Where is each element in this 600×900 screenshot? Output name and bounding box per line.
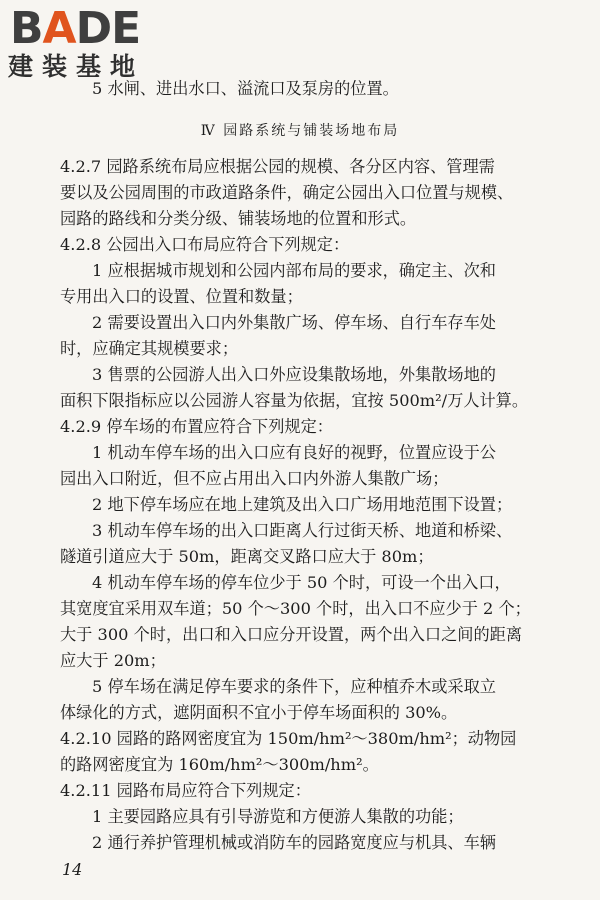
text-line: 5 水闸、进出水口、溢流口及泵房的位置。 (92, 79, 399, 98)
list-item: 2 地下停车场应在地上建筑及出入口广场用地范围下设置； (92, 495, 513, 514)
list-item: 1 应根据城市规划和公园内部布局的要求，确定主、次和 (92, 261, 496, 280)
list-item: 2 通行养护管理机械或消防车的园路宽度应与机具、车辆 (92, 833, 496, 852)
logo-latin-text: BADE (10, 3, 141, 54)
text-line: 的路网密度宜为 160m/hm²～300m/hm²。 (60, 755, 379, 774)
text-line: 体绿化的方式，遮阴面积不宜小于停车场面积的 30%。 (60, 703, 458, 722)
page-number: 14 (62, 860, 83, 879)
text-line: 面积下限指标应以公园游人容量为依据，宜按 500m²/万人计算。 (60, 391, 529, 410)
clause-4-2-8-line: 4.2.8 公园出入口布局应符合下列规定： (60, 235, 350, 254)
list-item: 3 机动车停车场的出入口距离人行过街天桥、地道和桥梁、 (92, 521, 513, 540)
list-item: 2 需要设置出入口内外集散广场、停车场、自行车存车处 (92, 313, 496, 332)
list-item: 5 停车场在满足停车要求的条件下，应种植乔木或采取立 (92, 677, 496, 696)
text-line: 园路的路线和分类分级、铺装场地的位置和形式。 (60, 209, 417, 228)
text-line: 应大于 20m； (60, 651, 166, 670)
text-line: 大于 300 个时，出口和入口应分开设置，两个出入口之间的距离 (60, 625, 523, 644)
logo-cjk-text: 建装基地 (8, 52, 145, 81)
clause-4-2-7-line: 4.2.7 园路系统布局应根据公园的规模、各分区内容、管理需 (60, 157, 495, 176)
text-line: 隧道引道应大于 50m，距离交叉路口应大于 80m； (60, 547, 434, 566)
text-line: 园出入口附近，但不应占用出入口内外游人集散广场； (60, 469, 449, 488)
list-item: 4 机动车停车场的停车位少于 50 个时，可设一个出入口， (92, 573, 511, 592)
list-item: 3 售票的公园游人出入口外应设集散场地，外集散场地的 (92, 365, 496, 384)
clause-4-2-10-line: 4.2.10 园路的路网密度宜为 150m/hm²～380m/hm²；动物园 (60, 729, 517, 748)
list-item: 1 主要园路应具有引导游览和方便游人集散的功能； (92, 807, 464, 826)
section-title: Ⅳ 园路系统与铺装场地布局 (200, 123, 400, 139)
text-line: 要以及公园周围的市政道路条件，确定公园出入口位置与规模、 (60, 183, 514, 202)
text-line: 其宽度宜采用双车道；50 个～300 个时，出入口不应少于 2 个； (60, 599, 531, 618)
text-line: 时，应确定其规模要求； (60, 339, 239, 358)
text-line: 专用出入口的设置、位置和数量； (60, 287, 303, 306)
clause-4-2-9-line: 4.2.9 停车场的布置应符合下列规定： (60, 417, 333, 436)
list-item: 1 机动车停车场的出入口应有良好的视野，位置应设于公 (92, 443, 496, 462)
clause-4-2-11-line: 4.2.11 园路布局应符合下列规定： (60, 781, 311, 800)
